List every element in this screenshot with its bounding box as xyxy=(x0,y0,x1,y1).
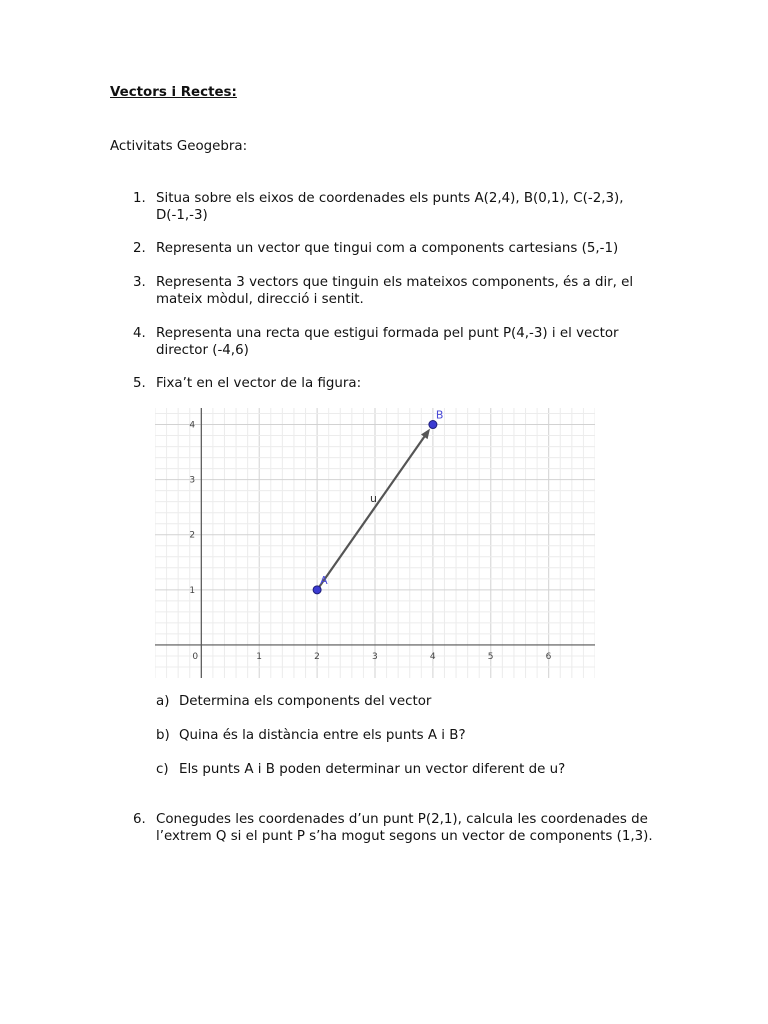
item-text: Representa un vector que tingui com a components cartesians (5,-1) xyxy=(156,241,619,256)
x-tick-label: 0 xyxy=(192,651,199,662)
x-tick-label: 1 xyxy=(256,651,262,662)
sub-item-text: Determina els components del vector xyxy=(179,694,432,709)
item-text: Conegudes les coordenades d’un punt P(2,1), calcula les coordenades de l’extrem Q si el punt P s’ha mogut segons un vector de components (1,3). xyxy=(156,812,653,844)
item-text: Situa sobre els eixos de coordenades els punts A(2,4), B(0,1), C(-2,3), D(-1,-3) xyxy=(156,191,624,223)
vector-label: u xyxy=(370,492,377,506)
item-number: 4. xyxy=(133,326,146,341)
point-label-b: B xyxy=(435,408,444,422)
sub-item-text: Els punts A i B poden determinar un vector diferent de u? xyxy=(179,762,566,777)
item-text: Representa una recta que estigui formada pel punt P(4,-3) i el vector director (-4,6) xyxy=(156,326,619,358)
item-number: 1. xyxy=(133,191,146,206)
section-subtitle: Activitats Geogebra: xyxy=(110,139,248,154)
item-number: 3. xyxy=(133,275,146,290)
item-text: Representa 3 vectors que tinguin els mateixos components, és a dir, el mateix mòdul, direcció i sentit. xyxy=(156,275,634,307)
item-number: 2. xyxy=(133,241,146,256)
vector-figure xyxy=(155,408,595,678)
x-tick-label: 4 xyxy=(429,651,436,662)
x-tick-label: 6 xyxy=(545,651,552,662)
sub-item-label: c) xyxy=(156,762,169,777)
y-tick-label: 3 xyxy=(189,475,196,486)
y-tick-label: 2 xyxy=(189,530,196,541)
y-tick-label: 1 xyxy=(189,585,196,596)
x-tick-label: 3 xyxy=(372,651,378,662)
sub-item-text: Quina és la distància entre els punts A i B? xyxy=(179,728,466,743)
y-tick-label: 4 xyxy=(189,420,196,431)
point-a xyxy=(313,586,321,594)
item-number: 6. xyxy=(133,812,146,827)
sub-item-label: b) xyxy=(156,728,170,743)
vector-arrowhead xyxy=(421,429,430,439)
x-tick-label: 2 xyxy=(314,651,320,662)
x-tick-label: 5 xyxy=(487,651,494,662)
page-title: Vectors i Rectes: xyxy=(110,85,237,100)
point-b xyxy=(429,421,437,429)
item-number: 5. xyxy=(133,376,146,391)
item-text: Fixa’t en el vector de la figura: xyxy=(156,376,362,391)
sub-item-label: a) xyxy=(156,694,170,709)
point-label-a: A xyxy=(320,573,328,587)
